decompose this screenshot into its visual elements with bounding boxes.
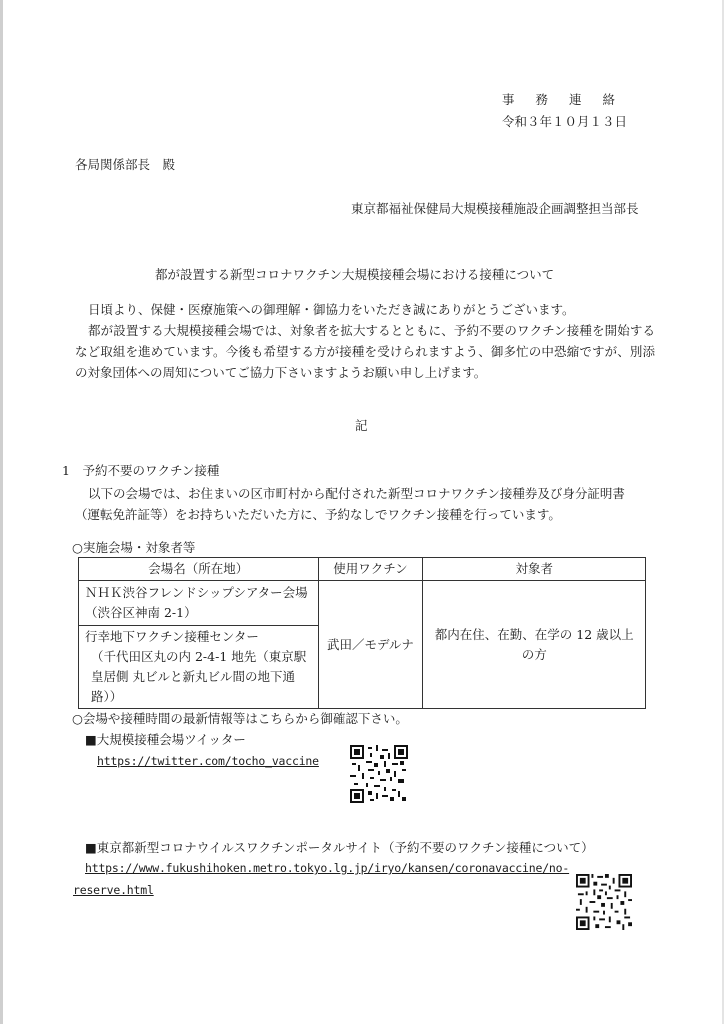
doc-type-label: 事務連絡 <box>502 92 637 107</box>
table-row <box>79 581 646 626</box>
portal-link-line-1[interactable]: https://www.fukushihoken.metro.tokyo.lg.jp/iryo/kansen/coronavaccine/no- <box>85 861 570 875</box>
vaccine-cell: 武田／モデルナ <box>318 581 423 709</box>
venue-heading: ○実施会場・対象者等 <box>72 540 196 555</box>
addressee: 各局関係部長 殿 <box>75 157 176 172</box>
venue-1-name: ＮＨＫ渋谷フレンドシップシアター会場 <box>85 585 308 600</box>
doc-date: 令和３年１０月１３日 <box>502 114 628 129</box>
info-heading: ○会場や接種時間の最新情報等はこちらから御確認下さい。 <box>72 711 408 726</box>
table-header-cell: 使用ワクチン <box>318 558 423 581</box>
venue-1-cell <box>79 581 319 626</box>
qr-code-icon <box>576 874 632 930</box>
table-header-cell: 対象者 <box>423 558 646 581</box>
target-cell: 都内在住、在勤、在学の 12 歳以上の方 <box>423 581 646 709</box>
venue-table <box>78 557 646 709</box>
venue-2-cell <box>79 626 319 709</box>
section-1-body: 以下の会場では、お住まいの区市町村から配付された新型コロナワクチン接種券及び身分証明書（運転免許証等）をお持ちいただいた方に、予約なしでワクチン接種を行っています。 <box>75 486 625 522</box>
scan-edge-left <box>0 0 3 1024</box>
venue-1-address: （渋谷区神南 2-1） <box>85 605 197 620</box>
document-title: 都が設置する新型コロナワクチン大規模接種会場における接種について <box>155 267 555 282</box>
qr-code-icon <box>350 745 408 803</box>
venue-2-address: （千代田区丸の内 2-4-1 地先（東京駅皇居側 丸ビルと新丸ビル間の地下通路）） <box>91 649 307 704</box>
twitter-label: ■大規模接種会場ツイッター <box>85 732 246 747</box>
ki-label: 記 <box>355 418 368 433</box>
twitter-link[interactable]: https://twitter.com/tocho_vaccine <box>97 754 319 768</box>
table-header-row <box>79 558 646 581</box>
portal-link-line-2[interactable]: reserve.html <box>73 883 154 897</box>
intro-paragraph-2: 都が設置する大規模接種会場では、対象者を拡大するとともに、予約不要のワクチン接種を開始するなど取組を進めています。今後も希望する方が接種を受けられますよう、御多忙の中恐縮ですが、別添の対象団体への周知についてご協力下さいますようお願い申し上げます。 <box>75 323 655 380</box>
portal-label: ■東京都新型コロナウイルスワクチンポータルサイト（予約不要のワクチン接種について） <box>85 840 594 855</box>
venue-2-name: 行幸地下ワクチン接種センター <box>85 629 259 644</box>
sender: 東京都福祉保健局大規模接種施設企画調整担当部長 <box>351 201 639 216</box>
section-1-title: 1 予約不要のワクチン接種 <box>62 463 220 478</box>
intro-paragraph-1: 日頃より、保健・医療施策への御理解・御協力をいただき誠にありがとうございます。 <box>88 302 575 317</box>
intro-text <box>75 299 655 383</box>
table-header-cell: 会場名（所在地） <box>79 558 319 581</box>
